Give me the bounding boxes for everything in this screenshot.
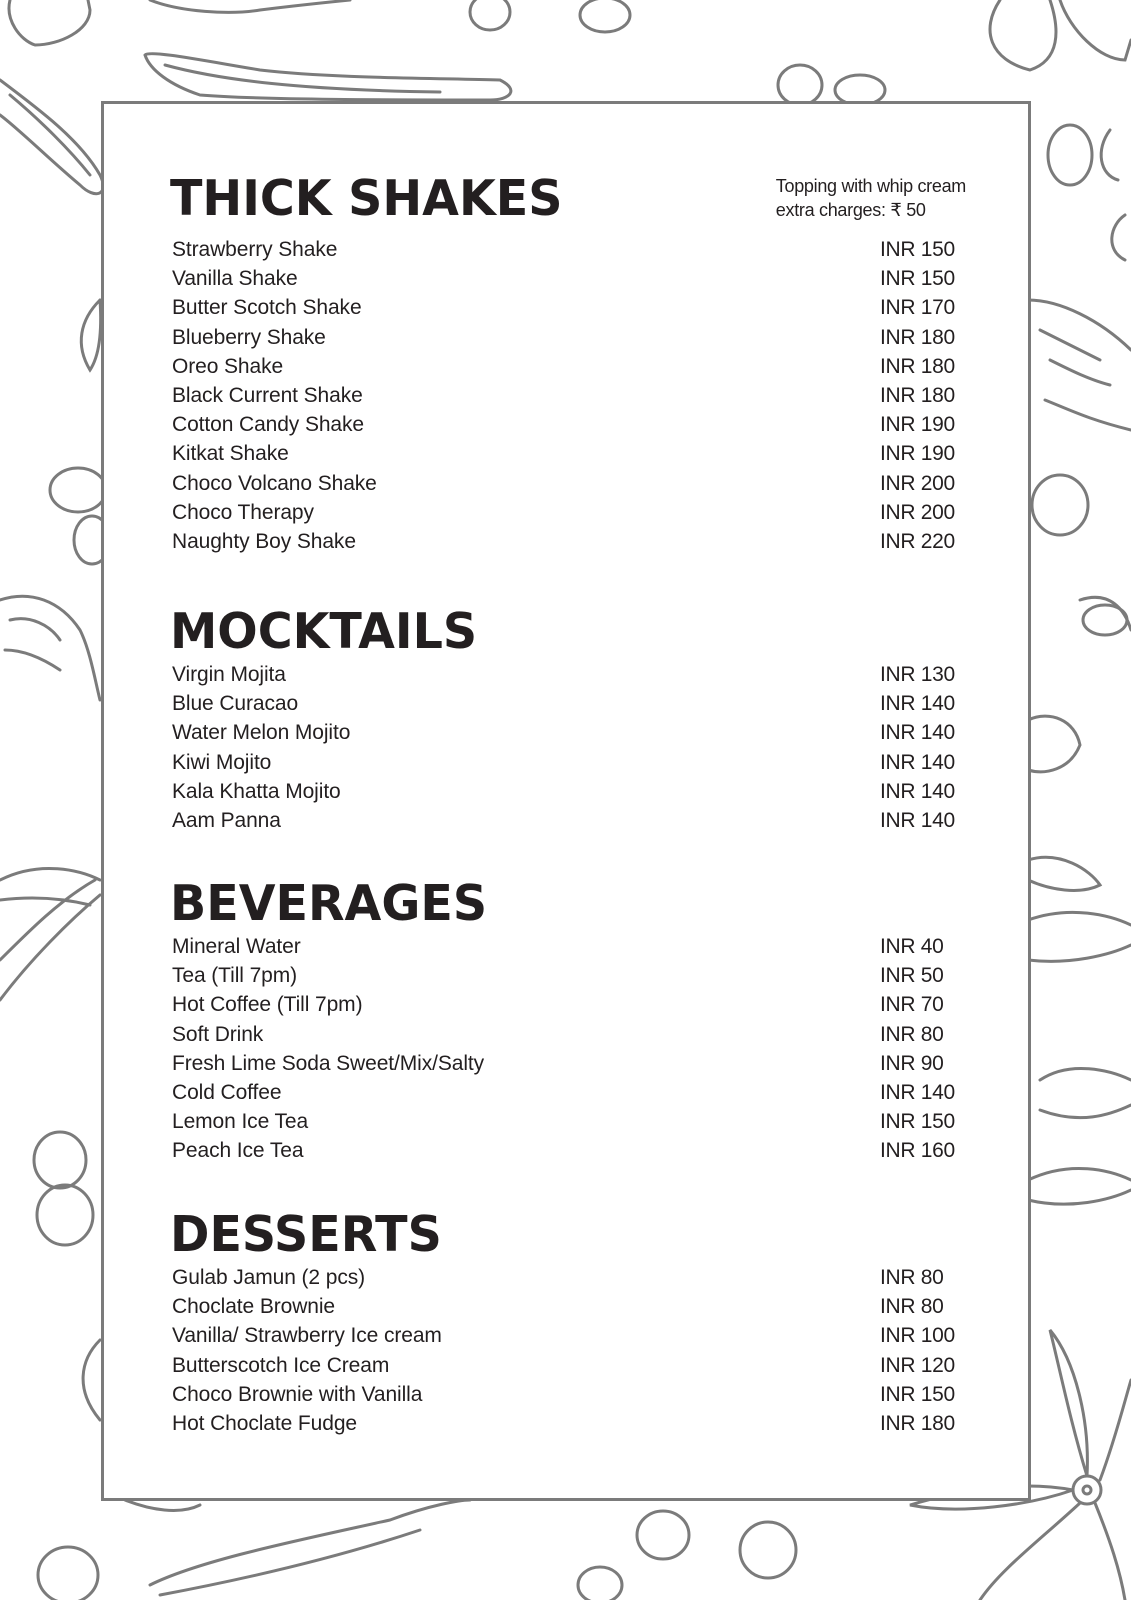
note-line: Topping with whip cream (775, 176, 966, 196)
section-desserts (170, 1207, 960, 1438)
item-price: INR 220 (880, 529, 955, 553)
item-name: Vanilla Shake (172, 267, 298, 291)
section-mocktails (170, 604, 960, 835)
item-price: INR 180 (880, 383, 955, 407)
section-beverages (170, 876, 960, 1166)
item-price: INR 190 (880, 442, 955, 466)
item-list (170, 932, 960, 1166)
chili-sketch-icon (145, 0, 511, 100)
item-name: Blue Curacao (172, 692, 299, 716)
item-name: Water Melon Mojito (172, 721, 351, 745)
item-price: INR 80 (880, 1022, 944, 1046)
item-name: Soft Drink (172, 1022, 264, 1046)
item-name: Hot Choclate Fudge (172, 1411, 357, 1435)
item-name: Butter Scotch Shake (172, 296, 362, 320)
menu-item (170, 264, 960, 293)
item-name: Virgin Mojita (172, 663, 286, 686)
item-name: Cotton Candy Shake (172, 413, 364, 437)
item-name: Tea (Till 7pm) (172, 964, 298, 988)
item-price: INR 180 (880, 1411, 955, 1435)
menu-item (170, 718, 960, 747)
item-name: Kitkat Shake (172, 442, 289, 466)
menu-item (170, 689, 960, 718)
note-line: extra charges: ₹ 50 (775, 200, 926, 220)
menu-item (170, 806, 960, 835)
menu-item (170, 381, 960, 410)
item-name: Choco Volcano Shake (172, 471, 377, 495)
item-price: INR 130 (880, 663, 955, 686)
item-price: INR 120 (880, 1353, 955, 1377)
menu-item (170, 1263, 960, 1292)
menu-item (170, 1078, 960, 1107)
item-price: INR 200 (880, 471, 955, 495)
item-name: Butterscotch Ice Cream (172, 1353, 390, 1377)
item-name: Mineral Water (172, 935, 301, 958)
menu-item (170, 410, 960, 439)
menu-item (170, 777, 960, 806)
menu-item (170, 1107, 960, 1136)
item-list (170, 235, 960, 556)
menu-item (170, 1049, 960, 1078)
menu-item (170, 932, 960, 961)
chili-sketch-icon (125, 1500, 470, 1595)
item-name: Cold Coffee (172, 1080, 282, 1104)
cardamom-sketch-icon (1028, 857, 1131, 1204)
nutmeg-sketch-icon (470, 0, 885, 105)
section-title: THICK SHAKES (170, 170, 563, 227)
section-title: DESSERTS (170, 1206, 442, 1263)
item-price: INR 170 (880, 296, 955, 320)
item-price: INR 140 (880, 808, 955, 832)
section-title: BEVERAGES (170, 875, 488, 932)
item-name: Vanilla/ Strawberry Ice cream (172, 1324, 442, 1348)
item-name: Choclate Brownie (172, 1295, 335, 1319)
menu-item (170, 1321, 960, 1350)
menu-item (170, 352, 960, 381)
item-price: INR 100 (880, 1324, 955, 1348)
item-name: Kiwi Mojito (172, 750, 272, 774)
item-price: INR 140 (880, 692, 955, 716)
spice-pile-sketch-icon (1028, 300, 1131, 772)
item-price: INR 80 (880, 1295, 944, 1319)
item-price: INR 160 (880, 1139, 955, 1163)
item-name: Hot Coffee (Till 7pm) (172, 993, 363, 1017)
item-price: INR 150 (880, 1110, 955, 1134)
item-name: Fresh Lime Soda Sweet/Mix/Salty (172, 1051, 485, 1075)
item-price: INR 40 (880, 935, 944, 958)
item-name: Gulab Jamun (2 pcs) (172, 1266, 366, 1289)
menu-item (170, 439, 960, 468)
item-price: INR 140 (880, 779, 955, 803)
menu-item (170, 469, 960, 498)
nutmeg-sketch-icon (9, 0, 90, 45)
item-name: Oreo Shake (172, 354, 284, 378)
menu-item (170, 527, 960, 556)
menu-item (170, 1409, 960, 1438)
item-price: INR 150 (880, 267, 955, 291)
menu-item (170, 748, 960, 777)
item-price: INR 50 (880, 964, 944, 988)
chili-sketch-icon (0, 868, 100, 1000)
menu-item (170, 498, 960, 527)
item-name: Lemon Ice Tea (172, 1110, 309, 1134)
item-list (170, 1263, 960, 1438)
menu-item (170, 323, 960, 352)
menu-item (170, 293, 960, 322)
chili-sketch-icon (0, 80, 103, 194)
item-price: INR 140 (880, 1080, 955, 1104)
menu-item (170, 1136, 960, 1165)
item-price: INR 140 (880, 750, 955, 774)
menu-item (170, 990, 960, 1019)
menu-item (170, 235, 960, 264)
item-name: Kala Khatta Mojito (172, 779, 341, 803)
spice-pile-sketch-icon (0, 596, 100, 700)
menu-card (101, 101, 1031, 1501)
item-price: INR 70 (880, 993, 944, 1017)
item-price: INR 190 (880, 413, 955, 437)
item-price: INR 200 (880, 500, 955, 524)
nutmeg-sketch-icon (38, 1511, 796, 1600)
menu-item (170, 1020, 960, 1049)
item-price: INR 150 (880, 238, 955, 261)
item-price: INR 80 (880, 1266, 944, 1289)
cardamom-sketch-icon (34, 300, 110, 1420)
menu-item (170, 1292, 960, 1321)
whip-cream-note (776, 174, 966, 222)
item-price: INR 180 (880, 325, 955, 349)
menu-item (170, 1380, 960, 1409)
item-price: INR 150 (880, 1382, 955, 1406)
item-name: Black Current Shake (172, 383, 363, 407)
item-name: Naughty Boy Shake (172, 529, 356, 553)
item-name: Blueberry Shake (172, 325, 326, 349)
item-name: Aam Panna (172, 808, 281, 832)
item-name: Peach Ice Tea (172, 1139, 304, 1163)
item-price: INR 140 (880, 721, 955, 745)
menu-item (170, 961, 960, 990)
menu-item (170, 660, 960, 689)
item-price: INR 90 (880, 1051, 944, 1075)
item-name: Choco Therapy (172, 500, 314, 524)
item-name: Strawberry Shake (172, 238, 338, 261)
item-price: INR 180 (880, 354, 955, 378)
item-list (170, 660, 960, 835)
section-title: MOCKTAILS (170, 603, 478, 660)
menu-item (170, 1351, 960, 1380)
section-thick-shakes (170, 170, 966, 556)
item-name: Choco Brownie with Vanilla (172, 1382, 423, 1406)
